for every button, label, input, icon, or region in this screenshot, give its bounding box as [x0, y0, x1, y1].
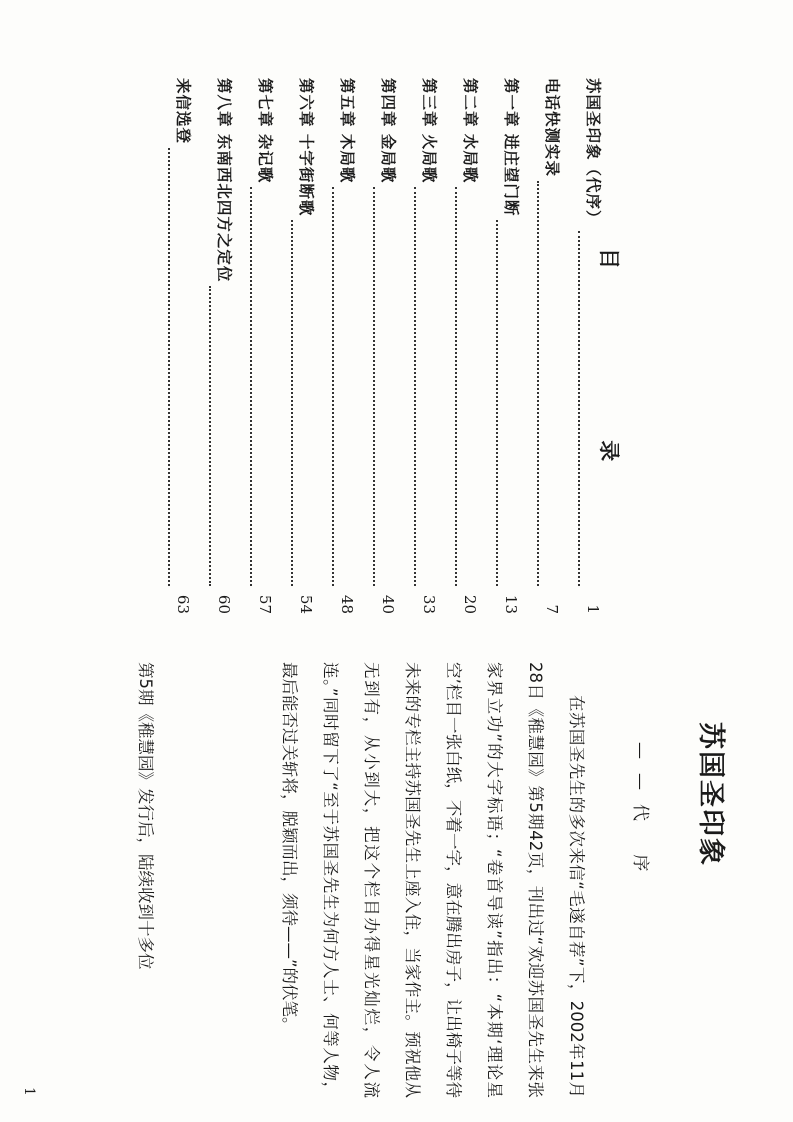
toc-item — [277, 78, 318, 614]
article-paragraph: 在苏国圣先生的多次来信“毛遂自荐”下，2002年11月28日《稚慧园》第5期42页，刊出过“欢迎苏国圣先生来张家界立功”的大字标语；“卷首导读”指出：“本期‘理论星空’栏目一张白纸，不着一字，意在腾出房子，让出椅子等待未来的专栏主持苏国圣先生上座入住，当家作主。预祝他从无到有，从小到大，把这个栏目办得星光灿烂，令人流连。”同时留下了“至于苏国圣先生为何方人士、何等人物，最后能否过关斩将，脱颖而出，须待——”的伏笔。 — [280, 662, 586, 1098]
toc-item-page: 40 — [379, 594, 397, 614]
toc-item-label: 苏国圣印象（代序） — [584, 78, 603, 227]
toc-leader-dots — [374, 187, 386, 586]
toc-item-label: 电话快测实录 — [543, 78, 562, 178]
article-paragraph: 第5期《稚慧园》发行后，陆续收到十多位 — [136, 662, 155, 970]
toc-leader-dots — [292, 220, 304, 586]
toc-item — [318, 78, 359, 614]
toc-item — [441, 78, 482, 614]
toc-leader-dots — [579, 231, 591, 586]
toc-item-page: 7 — [543, 604, 561, 614]
toc-item-page: 33 — [420, 594, 438, 614]
toc-item-page: 60 — [215, 594, 233, 614]
article-byline: ——代 序 — [630, 742, 650, 886]
toc-item-label: 第一章 进庄望门断 — [502, 78, 521, 217]
toc-title: 目 录 — [597, 248, 621, 544]
toc-item-label: 第二章 水局歌 — [461, 78, 480, 184]
toc-leader-dots — [169, 148, 181, 586]
toc-item-page: 57 — [256, 594, 274, 614]
toc-item — [400, 78, 441, 614]
toc-leader-dots — [415, 187, 427, 586]
toc-item-label: 来信选登 — [174, 78, 193, 145]
toc-item-page: 13 — [502, 594, 520, 614]
toc-item — [195, 78, 236, 614]
toc-leader-dots — [497, 220, 509, 586]
toc-item-label: 第六章 十字街断歌 — [297, 78, 316, 217]
toc-item-label: 第八章 东南西北四方之定位 — [215, 78, 234, 283]
toc-item — [523, 78, 564, 614]
toc-leader-dots — [538, 181, 550, 586]
toc-item — [236, 78, 277, 614]
toc-item-page: 63 — [174, 594, 192, 614]
toc-leader-dots — [210, 286, 222, 586]
toc-item — [482, 78, 523, 614]
toc-item-label: 第七章 杂记歌 — [256, 78, 275, 184]
toc-item-label: 第五章 木局歌 — [338, 78, 357, 184]
article-title: 苏国圣印象 — [695, 722, 726, 867]
toc-item-page: 20 — [461, 594, 479, 614]
toc-item-label: 第三章 火局歌 — [420, 78, 439, 184]
toc-item-label: 第四章 金局歌 — [379, 78, 398, 184]
toc-leader-dots — [251, 187, 263, 586]
toc-leader-dots — [456, 187, 468, 586]
toc-item — [564, 78, 605, 614]
page-number: 1 — [21, 1087, 37, 1096]
toc-item — [359, 78, 400, 614]
toc-item-page: 1 — [584, 604, 602, 614]
toc-list — [154, 78, 605, 614]
toc-item-page: 48 — [338, 594, 356, 614]
toc-item — [154, 78, 195, 614]
toc-item-page: 54 — [297, 594, 315, 614]
toc-leader-dots — [333, 187, 345, 586]
